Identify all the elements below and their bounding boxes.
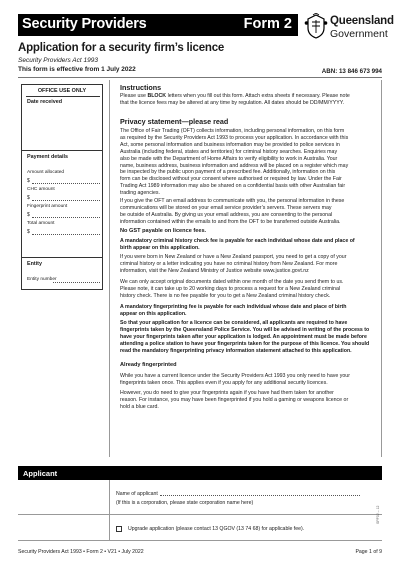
- text-line: also be made with the Department of Home Affairs to verify eligibility to work in Australia. Your: [120, 155, 338, 162]
- text-line: read the mandatory fingerprinting privacy information statement attached to this application.: [120, 347, 352, 354]
- name-of-applicant-field[interactable]: [160, 495, 360, 496]
- date-received-label: Date received: [27, 99, 63, 105]
- header-divider: [18, 77, 382, 78]
- text-line: trading agencies.: [120, 190, 160, 197]
- already-fingerprinted-paragraph-2: [120, 390, 378, 411]
- text-line: be inspected by the public upon payment of a prescribed fee. Additionally, information on this: [120, 169, 336, 176]
- crest-icon: [304, 13, 328, 40]
- amount-allocated-label: Amount allocated: [27, 170, 65, 175]
- form-number: Form 2: [243, 16, 292, 32]
- original-documents-paragraph: [120, 279, 378, 300]
- text-line: A mandatory criminal history check fee is payable for each individual whose date and place of: [120, 238, 355, 244]
- criminal-history-fee-notice: [120, 238, 378, 252]
- instructions-text-post: letters when you fill out this form. Attach extra sheets if necessary. Please note: [166, 93, 350, 99]
- instructions-text: [120, 93, 378, 107]
- instructions-text-pre: Please use: [120, 93, 148, 99]
- text-line: be outside of Australia. By giving us your email address, you are consenting to the personal: [120, 211, 333, 218]
- office-use-heading: OFFICE USE ONLY: [37, 88, 87, 94]
- applicant-column-divider: [109, 480, 110, 540]
- privacy-paragraph-1: [120, 128, 378, 197]
- text-line: A mandatory fingerprinting fee is payable for each individual whose date and place of birth: [120, 304, 347, 310]
- abn-number: ABN: 13 846 673 994: [321, 68, 382, 75]
- total-amount-label: Total amount: [27, 221, 55, 226]
- applicant-row-divider: [18, 514, 382, 515]
- fingerprinting-requirement-paragraph: [120, 320, 378, 355]
- text-line: Trading Act 1989 information may also be shared on a confidential basis with other Australian fair: [120, 183, 346, 190]
- text-line: If you were born in New Zealand or have a New Zealand passport, you need to get a copy of your: [120, 254, 347, 260]
- text-line: hold a blue card.: [120, 403, 159, 410]
- act-reference: Security Providers Act 1993: [18, 57, 98, 64]
- already-fingerprinted-paragraph-1: [120, 373, 378, 387]
- text-line: information contained within the emails to and from the OFT to be transferred outside Australia.: [120, 218, 341, 225]
- corporation-name-hint: (If this is a corporation, please state corporation name here): [116, 500, 254, 506]
- chc-amount-field[interactable]: [32, 200, 100, 201]
- logo-line-queensland: Queensland: [330, 15, 394, 27]
- text-line: fingerprints taken by the Queensland Police Service. You will be advised in writing of the process to: [120, 326, 370, 333]
- entity-number-label: Entity number: [27, 277, 57, 282]
- office-use-separator: [22, 150, 102, 151]
- text-line: If you give the OFT an email address to communicate with you, the personal information in these: [120, 198, 345, 204]
- logo-line-government: Government: [330, 28, 388, 40]
- applicant-section-header: Applicant: [18, 466, 382, 480]
- text-line: Act, some personal information and business information may be provided to police services in: [120, 141, 340, 148]
- text-line: We can only accept original documents dated within one month of the date you send them to us.: [120, 279, 344, 285]
- upgrade-application-label: Upgrade application (please contact 13 QGOV (13 74 68) for applicable fee).: [128, 526, 305, 532]
- text-line: However, you do need to give your fingerprints again if you have had them taken for another: [120, 390, 334, 396]
- text-line: The Office of Fair Trading (OFT) collects information, including personal information, on this form: [120, 128, 345, 134]
- name-of-applicant-label: Name of applicant: [116, 491, 158, 497]
- instructions-text-line2: that the licence fees may be altered at any time by regulation. All dates should be DD/MM/YYYY.: [120, 99, 345, 106]
- fingerprinting-fee-notice: [120, 304, 378, 318]
- text-line: criminal history or a letter indicating you have no criminal history from New Zealand. For more: [120, 260, 338, 267]
- text-line: name, business address, business information and address will be placed on a register which may: [120, 162, 349, 169]
- text-line: While you have a current licence under the Security Providers Act 1993 you only need to have your: [120, 373, 350, 379]
- chc-amount-label: CHC amount: [27, 187, 55, 192]
- text-line: communications will be stored on your email service provider’s servers. These servers may: [120, 204, 332, 211]
- text-line: have your fingerprints taken after your application is lodged. An appointment must be made before: [120, 333, 367, 340]
- text-line: history check. There is no fee payable for you to get a New Zealand criminal history check.: [120, 292, 331, 299]
- text-line: as required by the Security Providers Act 1993 to process your application. In accordance with this: [120, 134, 349, 141]
- entity-number-field[interactable]: [53, 282, 100, 283]
- upgrade-application-checkbox[interactable]: [116, 526, 122, 532]
- privacy-paragraph-2: [120, 198, 378, 226]
- text-line: fingerprints taken once. This applies even if you apply for any additional security licences.: [120, 379, 328, 386]
- fingerprint-amount-field[interactable]: [32, 217, 100, 218]
- new-zealand-paragraph: [120, 254, 378, 275]
- side-form-code: SPF02 – 12: [376, 505, 380, 524]
- effective-date: This form is effective from 1 July 2022: [18, 66, 136, 73]
- text-line: attending a police station to have your fingerprints taken for the purpose of this licence. You should: [120, 340, 370, 347]
- text-line: So that your application for a licence can be considered, all applicants are required to have: [120, 320, 348, 326]
- text-line: form can be disclosed without your consent where authorised or required by law. Under the Fair: [120, 176, 342, 183]
- form-header-bar: [18, 14, 298, 36]
- total-amount-field[interactable]: [32, 234, 100, 235]
- text-line: birth appear on this application.: [120, 244, 200, 251]
- text-line: Please note, it can take up to 20 working days to process a request for a New Zealand criminal: [120, 285, 341, 292]
- text-line: reason. For instance, you may have been fingerprinted if you hold a gaming or weapons licence or: [120, 396, 349, 403]
- page-number: Page 1 of 9: [355, 549, 382, 555]
- application-title: Application for a security firm’s licence: [18, 42, 225, 54]
- already-fingerprinted-heading: Already fingerprinted: [120, 362, 177, 368]
- text-line: information, visit the New Zealand Ministry of Justice website www.justice.govt.nz: [120, 267, 309, 274]
- dollar-sign: $: [27, 212, 30, 218]
- footer-form-reference: Security Providers Act 1993 • Form 2 • V21 • July 2022: [18, 549, 144, 555]
- dollar-sign: $: [27, 229, 30, 235]
- instructions-text-block: BLOCK: [147, 93, 167, 99]
- text-line: appear on this application.: [120, 310, 187, 317]
- office-use-rule: [26, 96, 100, 97]
- dollar-sign: $: [27, 178, 30, 184]
- instructions-heading: Instructions: [120, 83, 162, 92]
- fingerprint-amount-label: Fingerprint amount: [27, 204, 68, 209]
- applicant-bottom-divider: [18, 540, 382, 541]
- office-use-box: [21, 84, 103, 290]
- amount-allocated-field[interactable]: [32, 183, 100, 184]
- form-series-title: Security Providers: [22, 16, 147, 32]
- privacy-heading: Privacy statement—please read: [120, 117, 229, 126]
- queensland-government-logo: [304, 13, 394, 41]
- office-use-separator: [22, 257, 102, 258]
- dollar-sign: $: [27, 195, 30, 201]
- entity-label: Entity: [27, 261, 42, 267]
- gst-notice: No GST payable on licence fees.: [120, 228, 207, 234]
- payment-details-label: Payment details: [27, 154, 69, 160]
- text-line: Australia (including federal, states and territories) for criminal history searches. Enquiries may: [120, 148, 338, 155]
